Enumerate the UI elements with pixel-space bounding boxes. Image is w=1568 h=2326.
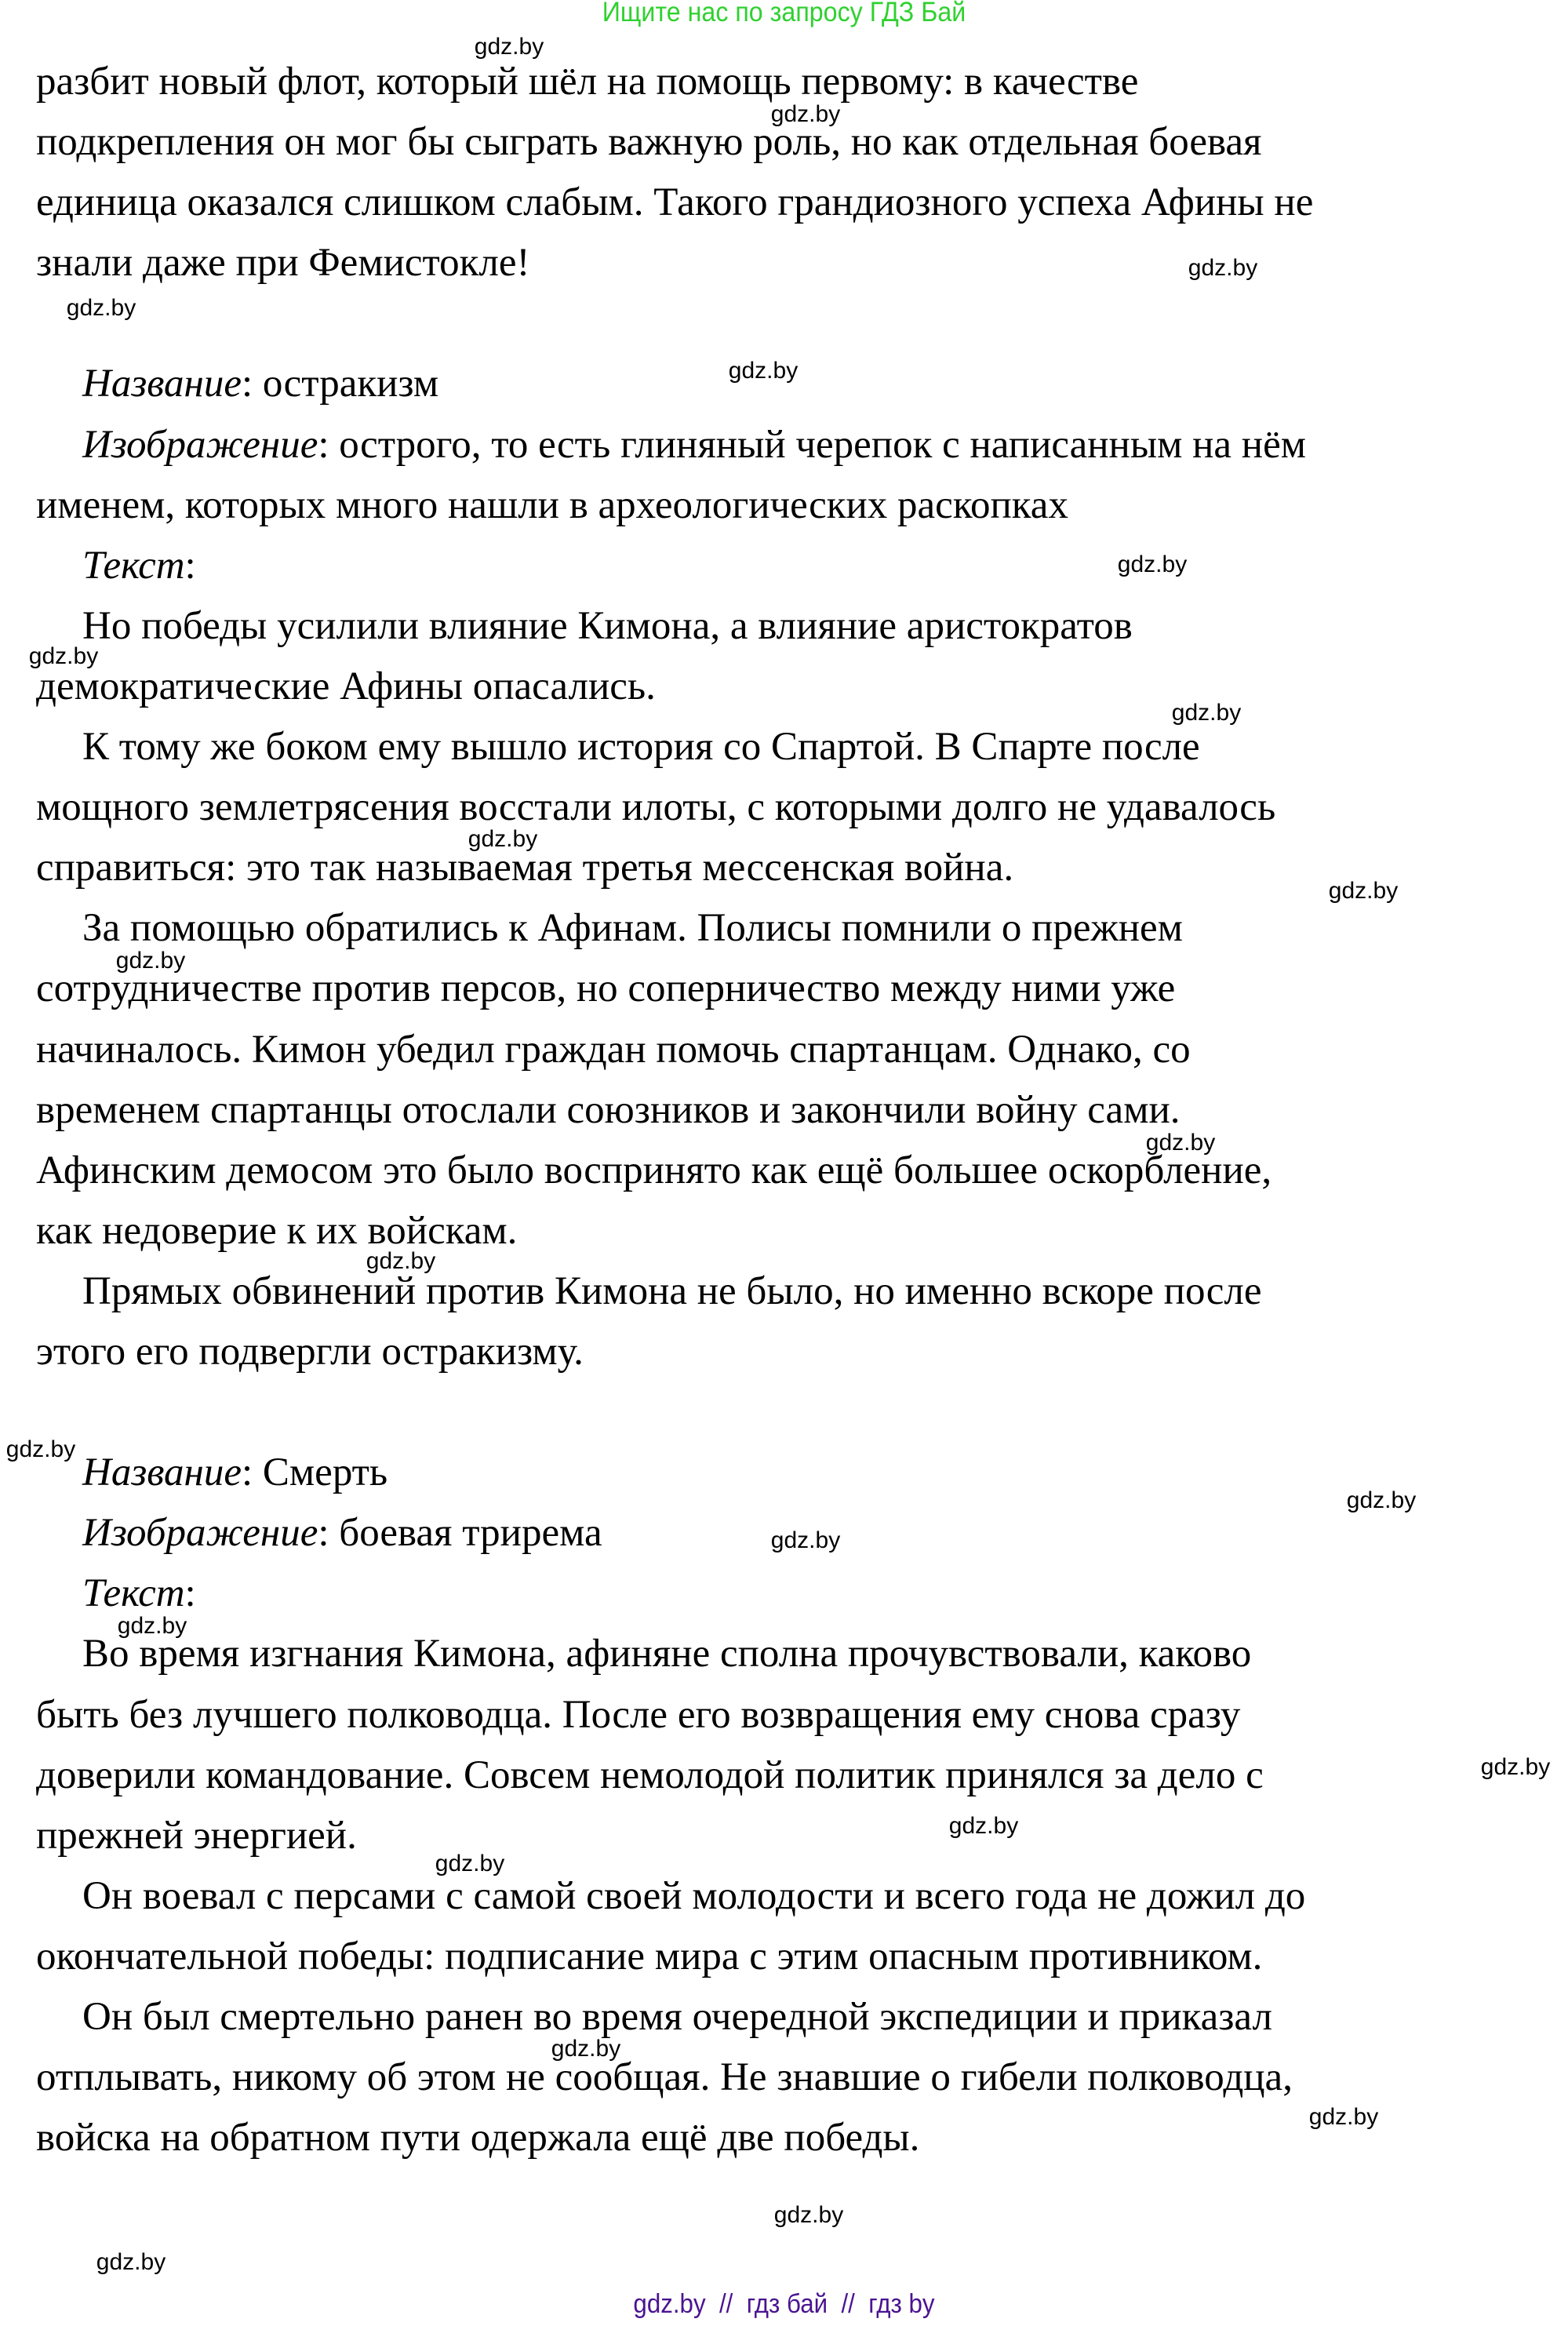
line-text: : боевая трирема: [318, 1511, 602, 1556]
line-text: :: [184, 1571, 196, 1616]
footer-links: gdz.by // гдз бай // гдз by: [633, 2289, 935, 2319]
watermark: gdz.by: [1328, 878, 1399, 904]
text-line: [36, 1927, 1550, 1987]
text-line: [36, 1866, 1550, 1927]
blank-line: [36, 293, 1550, 354]
line-text: начиналось. Кимон убедил граждан помочь спартанцам. Однако, со: [36, 1027, 1191, 1072]
line-text: сотрудничестве против персов, но соперничество между ними уже: [36, 966, 1176, 1011]
line-text: Он воевал с персами с самой своей молодости и всего года не дожил до: [82, 1873, 1306, 1918]
watermark: gdz.by: [1346, 1487, 1417, 1513]
line-text: :: [184, 543, 196, 588]
field-label: Текст: [82, 1571, 185, 1616]
text-line: [36, 717, 1550, 777]
line-text: Во время изгнания Кимона, афиняне сполна прочувствовали, каково: [82, 1632, 1252, 1676]
watermark: gdz.by: [770, 101, 841, 127]
text-line: [36, 1080, 1550, 1141]
text-line: [36, 1563, 1550, 1624]
watermark: gdz.by: [728, 358, 799, 384]
line-text: прежней энергией.: [36, 1813, 357, 1858]
text-line: [36, 1020, 1550, 1080]
line-text: подкрепления он мог бы сыграть важную роль, но как отдельная боевая: [36, 120, 1262, 165]
field-label: Текст: [82, 543, 185, 588]
line-text: знали даже при Фемистокле!: [36, 241, 530, 286]
watermark: gdz.by: [1117, 551, 1188, 577]
text-line: [36, 1443, 1550, 1503]
text-line: [36, 1624, 1550, 1684]
watermark: gdz.by: [948, 1813, 1019, 1839]
field-label: Изображение: [82, 422, 318, 467]
text-line: [36, 1745, 1550, 1806]
text-line: [36, 1322, 1550, 1382]
watermark: gdz.by: [66, 295, 136, 321]
text-line: [36, 233, 1550, 293]
watermark: gdz.by: [96, 2249, 166, 2275]
search-hint-banner: Ищите нас по запросу ГДЗ Бай: [602, 0, 966, 27]
text-line: [36, 1201, 1550, 1261]
line-text: : Смерть: [241, 1451, 388, 1495]
line-text: разбит новый флот, который шёл на помощь первому: в качестве: [36, 60, 1139, 104]
line-text: мощного землетрясения восстали илоты, с которыми долго не удавалось: [36, 785, 1276, 830]
watermark: gdz.by: [435, 1851, 505, 1876]
watermark: gdz.by: [366, 1248, 436, 1274]
line-text: демократические Афины опасались.: [36, 664, 656, 708]
text-line: [36, 838, 1550, 898]
line-text: Но победы усилили влияние Кимона, а влияние аристократов: [82, 603, 1133, 648]
field-label: Изображение: [82, 1511, 318, 1556]
watermark: gdz.by: [115, 948, 186, 974]
text-line: [36, 173, 1550, 233]
line-text: : острого, то есть глиняный черепок с написанным на нём: [318, 422, 1307, 467]
watermark: gdz.by: [474, 34, 544, 60]
watermark: gdz.by: [28, 643, 99, 669]
line-text: : остракизм: [241, 362, 439, 406]
line-text: отплывать, никому об этом не сообщая. Не знавшие о гибели полководца,: [36, 2055, 1293, 2100]
text-line: [36, 959, 1550, 1019]
line-text: доверили командование. Совсем немолодой политик принялся за дело с: [36, 1753, 1264, 1797]
line-text: окончательной победы: подписание мира с этим опасным противником.: [36, 1934, 1263, 1978]
text-line: [36, 1685, 1550, 1745]
watermark: gdz.by: [770, 1527, 841, 1553]
blank-line: [36, 1382, 1550, 1443]
line-text: Прямых обвинений против Кимона не было, но именно вскоре после: [82, 1269, 1262, 1313]
text-line: [36, 415, 1550, 475]
watermark: gdz.by: [1480, 1754, 1551, 1780]
line-text: войска на обратном пути одержала ещё две победы.: [36, 2116, 920, 2160]
text-line: [36, 1141, 1550, 1201]
watermark: gdz.by: [773, 2202, 844, 2228]
text-line: [36, 657, 1550, 717]
text-line: [36, 1987, 1550, 2048]
field-label: Название: [82, 1451, 242, 1495]
line-text: Афинским демосом это было воспринято как ещё большее оскорбление,: [36, 1148, 1272, 1192]
text-line: [36, 2048, 1550, 2108]
text-line: [36, 777, 1550, 838]
line-text: этого его подвергли остракизму.: [36, 1329, 584, 1374]
line-text: Он был смертельно ранен во время очередной экспедиции и приказал: [82, 1995, 1272, 2039]
watermark: gdz.by: [1145, 1130, 1216, 1156]
field-label: Название: [82, 362, 242, 406]
line-text: быть без лучшего полководца. После его возвращения ему снова сразу: [36, 1692, 1241, 1737]
watermark: gdz.by: [1171, 700, 1242, 726]
line-text: За помощью обратились к Афинам. Полисы помнили о прежнем: [82, 906, 1183, 951]
watermark: gdz.by: [117, 1613, 187, 1639]
line-text: как недоверие к их войскам.: [36, 1208, 518, 1253]
watermark: gdz.by: [467, 826, 538, 852]
watermark: gdz.by: [1188, 255, 1258, 281]
text-line: [36, 536, 1550, 596]
watermark: gdz.by: [1308, 2104, 1379, 2130]
line-text: К тому же боком ему вышло история со Спартой. В Спарте после: [82, 725, 1200, 770]
text-line: [36, 898, 1550, 959]
watermark: gdz.by: [551, 2036, 621, 2062]
line-text: именем, которых много нашли в археологических раскопках: [36, 482, 1068, 527]
watermark: gdz.by: [5, 1436, 76, 1462]
line-text: справиться: это так называемая третья мессенская война.: [36, 846, 1014, 890]
line-text: временем спартанцы отослали союзников и закончили войну сами.: [36, 1087, 1181, 1132]
line-text: единица оказался слишком слабым. Такого грандиозного успеха Афины не: [36, 180, 1314, 225]
text-line: [36, 1806, 1550, 1866]
text-line: [36, 596, 1550, 657]
text-line: [36, 475, 1550, 536]
text-line: [36, 1261, 1550, 1322]
